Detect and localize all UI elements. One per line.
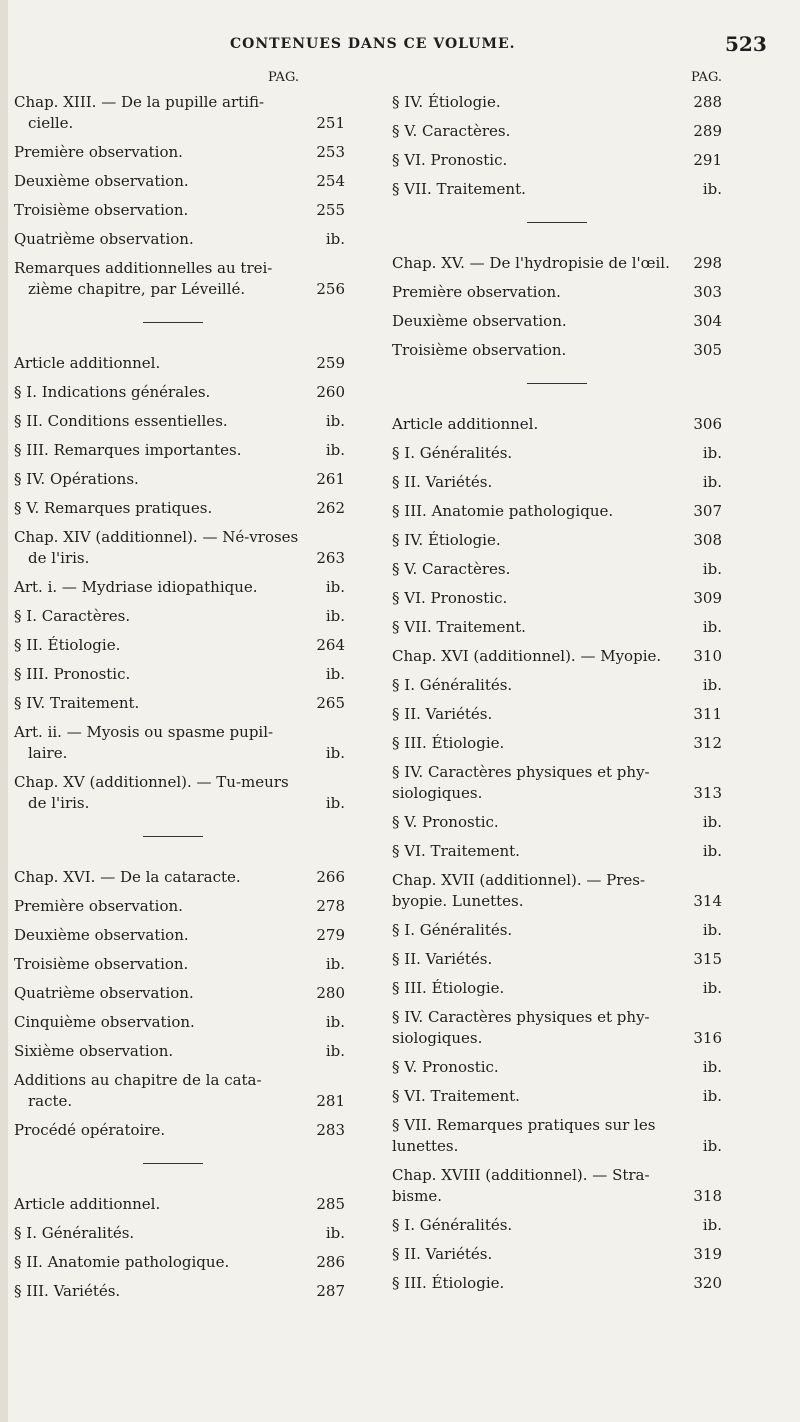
toc-entry-label: § V. Caractères. bbox=[392, 560, 511, 578]
toc-entry-label: Quatrième observation. bbox=[14, 984, 194, 1002]
toc-entry-label: § VI. Traitement. bbox=[392, 842, 520, 860]
toc-entry-page: ib. bbox=[702, 676, 722, 694]
toc-entry-page: 288 bbox=[693, 93, 722, 111]
toc-entry-label: § VI. Pronostic. bbox=[392, 589, 508, 607]
toc-entry-label: § V. Remarques pratiques. bbox=[14, 499, 213, 517]
right-groups bbox=[392, 92, 722, 1294]
toc-entry-label: § VI. Pronostic. bbox=[392, 151, 508, 169]
toc-entry-label: Additions au chapitre de la cata-racte. bbox=[14, 1071, 262, 1110]
toc-entry-page: 283 bbox=[316, 1121, 345, 1139]
running-head: CONTENUES DANS CE VOLUME. bbox=[230, 36, 516, 52]
toc-entry-page: ib. bbox=[702, 1137, 722, 1155]
toc-entry bbox=[392, 1165, 722, 1207]
toc-entry bbox=[0, 867, 345, 888]
toc-entry-page: 266 bbox=[316, 868, 345, 886]
toc-entry-page: 312 bbox=[693, 734, 722, 752]
toc-entry bbox=[0, 1281, 345, 1302]
toc-entry bbox=[0, 229, 345, 250]
toc-entry bbox=[392, 920, 722, 941]
toc-entry-page: 307 bbox=[693, 502, 722, 520]
toc-entry bbox=[0, 606, 345, 627]
toc-entry bbox=[0, 200, 345, 221]
toc-entry-label: Troisième observation. bbox=[392, 341, 567, 359]
toc-entry bbox=[0, 469, 345, 490]
toc-entry-label: § II. Étiologie. bbox=[14, 636, 121, 654]
toc-entry bbox=[0, 411, 345, 432]
toc-entry bbox=[392, 1057, 722, 1078]
toc-entry-page: ib. bbox=[325, 578, 345, 596]
toc-entry bbox=[0, 92, 345, 134]
toc-entry-page: 304 bbox=[693, 312, 722, 330]
toc-entry bbox=[392, 1244, 722, 1265]
toc-entry-page: 298 bbox=[693, 254, 722, 272]
toc-entry bbox=[392, 1115, 722, 1157]
toc-entry-label: Art. i. — Mydriase idiopathique. bbox=[14, 578, 258, 596]
toc-entry bbox=[0, 722, 345, 764]
toc-entry bbox=[392, 179, 722, 200]
toc-entry-page: 309 bbox=[693, 589, 722, 607]
toc-entry bbox=[392, 949, 722, 970]
toc-entry bbox=[0, 635, 345, 656]
toc-entry bbox=[0, 1194, 345, 1215]
toc-entry bbox=[0, 353, 345, 374]
toc-entry-page: 310 bbox=[693, 647, 722, 665]
toc-entry-page: 319 bbox=[693, 1245, 722, 1263]
toc-entry bbox=[392, 282, 722, 303]
toc-entry-label: Chap. XIII. — De la pupille artifi-cielle. bbox=[14, 93, 265, 132]
toc-entry-page: ib. bbox=[325, 665, 345, 683]
section-divider bbox=[143, 836, 203, 837]
toc-entry bbox=[392, 530, 722, 551]
toc-entry bbox=[392, 1215, 722, 1236]
toc-entry-label: § II. Variétés. bbox=[392, 473, 493, 491]
toc-entry-page: 291 bbox=[693, 151, 722, 169]
toc-entry bbox=[0, 527, 345, 569]
toc-entry bbox=[392, 1007, 722, 1049]
page-number: 523 bbox=[725, 32, 767, 56]
toc-entry-page: 255 bbox=[316, 201, 345, 219]
toc-entry-label: § I. Caractères. bbox=[14, 607, 131, 625]
toc-entry bbox=[392, 414, 722, 435]
toc-entry-page: ib. bbox=[325, 955, 345, 973]
toc-entry-page: ib. bbox=[702, 921, 722, 939]
toc-entry-label: § I. Généralités. bbox=[392, 444, 513, 462]
toc-entry-page: 253 bbox=[316, 143, 345, 161]
toc-entry-page: ib. bbox=[325, 441, 345, 459]
toc-entry bbox=[392, 617, 722, 638]
toc-entry-page: 256 bbox=[316, 280, 345, 298]
toc-entry-label: § III. Étiologie. bbox=[392, 1274, 505, 1292]
toc-entry-page: ib. bbox=[325, 230, 345, 248]
toc-entry-label: § III. Anatomie pathologique. bbox=[392, 502, 614, 520]
toc-entry-label: Article additionnel. bbox=[14, 1195, 161, 1213]
toc-entry-label: Art. ii. — Myosis ou spasme pupil-laire. bbox=[14, 723, 274, 762]
toc-entry-label: § III. Pronostic. bbox=[14, 665, 131, 683]
toc-entry bbox=[0, 382, 345, 403]
toc-entry bbox=[392, 733, 722, 754]
toc-entry-page: 313 bbox=[693, 784, 722, 802]
toc-entry-page: ib. bbox=[325, 1013, 345, 1031]
pag-label: PAG. bbox=[268, 70, 299, 85]
toc-entry-label: § III. Étiologie. bbox=[392, 979, 505, 997]
toc-entry bbox=[0, 925, 345, 946]
toc-entry-page: 306 bbox=[693, 415, 722, 433]
toc-entry-label: § III. Variétés. bbox=[14, 1282, 121, 1300]
toc-entry-label: § VII. Traitement. bbox=[392, 618, 526, 636]
toc-entry-page: 318 bbox=[693, 1187, 722, 1205]
toc-entry-page: ib. bbox=[325, 607, 345, 625]
toc-entry bbox=[0, 1012, 345, 1033]
toc-entry bbox=[0, 983, 345, 1004]
toc-entry-page: 311 bbox=[693, 705, 722, 723]
toc-entry-label: Première observation. bbox=[14, 897, 183, 915]
toc-entry-label: Cinquième observation. bbox=[14, 1013, 195, 1031]
toc-entry-label: § III. Étiologie. bbox=[392, 734, 505, 752]
toc-entry bbox=[392, 253, 722, 274]
right-column bbox=[392, 70, 722, 1302]
toc-entry bbox=[392, 978, 722, 999]
toc-entry bbox=[0, 896, 345, 917]
toc-entry-page: 279 bbox=[316, 926, 345, 944]
toc-entry-label: Article additionnel. bbox=[14, 354, 161, 372]
toc-entry-label: § I. Généralités. bbox=[392, 676, 513, 694]
toc-entry-label: § IV. Opérations. bbox=[14, 470, 139, 488]
toc-entry-page: ib. bbox=[702, 1216, 722, 1234]
toc-entry-page: 278 bbox=[316, 897, 345, 915]
toc-entry bbox=[392, 762, 722, 804]
section-divider bbox=[527, 222, 587, 223]
section-divider bbox=[143, 322, 203, 323]
toc-entry-page: 262 bbox=[316, 499, 345, 517]
toc-entry-label: § I. Généralités. bbox=[14, 1224, 135, 1242]
toc-entry bbox=[392, 588, 722, 609]
toc-entry-label: Chap. XIV (additionnel). — Né-vroses de l'iris. bbox=[14, 528, 299, 567]
toc-entry-label: § V. Caractères. bbox=[392, 122, 511, 140]
toc-entry-page: 320 bbox=[693, 1274, 722, 1292]
toc-entry-label: Troisième observation. bbox=[14, 201, 189, 219]
toc-entry-page: ib. bbox=[325, 1042, 345, 1060]
toc-entry-label: Troisième observation. bbox=[14, 955, 189, 973]
toc-entry bbox=[0, 440, 345, 461]
toc-entry-page: ib. bbox=[325, 1224, 345, 1242]
toc-entry-page: 286 bbox=[316, 1253, 345, 1271]
toc-entry-page: ib. bbox=[702, 180, 722, 198]
toc-entry bbox=[392, 443, 722, 464]
toc-entry-label: § VI. Traitement. bbox=[392, 1087, 520, 1105]
toc-entry-label: Chap. XV. — De l'hydropisie de l'œil. bbox=[392, 254, 670, 272]
toc-entry-page: 280 bbox=[316, 984, 345, 1002]
toc-entry-label: § I. Généralités. bbox=[392, 921, 513, 939]
toc-entry-label: § III. Remarques importantes. bbox=[14, 441, 242, 459]
toc-entry bbox=[0, 1070, 345, 1112]
toc-entry-label: § I. Indications générales. bbox=[14, 383, 211, 401]
toc-entry-page: 287 bbox=[316, 1282, 345, 1300]
toc-entry-label: § IV. Caractères physiques et phy-siologiques. bbox=[392, 1008, 650, 1047]
toc-entry bbox=[392, 559, 722, 580]
toc-entry bbox=[392, 646, 722, 667]
pag-label: PAG. bbox=[691, 70, 722, 85]
toc-entry-label: Chap. XVI. — De la cataracte. bbox=[14, 868, 241, 886]
toc-entry-label: Première observation. bbox=[14, 143, 183, 161]
toc-entry-label: Procédé opératoire. bbox=[14, 1121, 166, 1139]
toc-entry-page: ib. bbox=[325, 744, 345, 762]
toc-entry bbox=[392, 150, 722, 171]
toc-entry bbox=[392, 870, 722, 912]
toc-entry-label: § VII. Traitement. bbox=[392, 180, 526, 198]
toc-entry bbox=[0, 171, 345, 192]
toc-entry-label: Remarques additionnelles au trei-zième chapitre, par Léveillé. bbox=[14, 259, 273, 298]
toc-entry-page: 261 bbox=[316, 470, 345, 488]
toc-entry-label: Quatrième observation. bbox=[14, 230, 194, 248]
section-divider bbox=[527, 383, 587, 384]
toc-entry-label: § II. Variétés. bbox=[392, 705, 493, 723]
toc-entry-label: § II. Variétés. bbox=[392, 950, 493, 968]
toc-entry-label: § I. Généralités. bbox=[392, 1216, 513, 1234]
toc-entry bbox=[392, 92, 722, 113]
toc-entry-page: ib. bbox=[702, 1058, 722, 1076]
toc-entry-page: 308 bbox=[693, 531, 722, 549]
toc-entry bbox=[392, 501, 722, 522]
toc-entry bbox=[0, 954, 345, 975]
toc-entry-label: Deuxième observation. bbox=[14, 926, 189, 944]
toc-entry-page: ib. bbox=[702, 618, 722, 636]
toc-entry-page: ib. bbox=[702, 842, 722, 860]
toc-entry-label: Chap. XVI (additionnel). — Myopie. bbox=[392, 647, 662, 665]
toc-entry-page: ib. bbox=[702, 560, 722, 578]
toc-entry bbox=[392, 121, 722, 142]
toc-entry-label: Sixième observation. bbox=[14, 1042, 174, 1060]
toc-entry bbox=[392, 1086, 722, 1107]
section-divider bbox=[143, 1163, 203, 1164]
toc-entry-label: § IV. Étiologie. bbox=[392, 93, 501, 111]
toc-entry-label: § II. Conditions essentielles. bbox=[14, 412, 228, 430]
toc-entry-page: 251 bbox=[316, 114, 345, 132]
toc-entry-label: § V. Pronostic. bbox=[392, 813, 499, 831]
toc-entry bbox=[0, 1223, 345, 1244]
toc-entry-page: ib. bbox=[702, 979, 722, 997]
toc-entry-page: 285 bbox=[316, 1195, 345, 1213]
toc-entry bbox=[392, 675, 722, 696]
toc-entry bbox=[392, 340, 722, 361]
toc-entry-label: § II. Variétés. bbox=[392, 1245, 493, 1263]
toc-entry-page: 289 bbox=[693, 122, 722, 140]
toc-entry-label: Première observation. bbox=[392, 283, 561, 301]
toc-entry-label: § IV. Étiologie. bbox=[392, 531, 501, 549]
toc-entry bbox=[392, 311, 722, 332]
toc-entry-page: 316 bbox=[693, 1029, 722, 1047]
toc-entry-page: 281 bbox=[316, 1092, 345, 1110]
toc-entry-page: 265 bbox=[316, 694, 345, 712]
toc-entry bbox=[0, 498, 345, 519]
toc-entry-page: ib. bbox=[702, 444, 722, 462]
toc-entry bbox=[392, 812, 722, 833]
toc-entry-page: ib. bbox=[325, 794, 345, 812]
toc-entry bbox=[0, 1041, 345, 1062]
toc-entry bbox=[0, 577, 345, 598]
toc-entry-label: § II. Anatomie pathologique. bbox=[14, 1253, 230, 1271]
toc-entry bbox=[0, 1120, 345, 1141]
toc-entry bbox=[0, 258, 345, 300]
left-groups bbox=[0, 92, 345, 1302]
toc-entry bbox=[0, 772, 345, 814]
toc-entry-label: Chap. XV (additionnel). — Tu-meurs de l'iris. bbox=[14, 773, 289, 812]
toc-entry-page: ib. bbox=[702, 1087, 722, 1105]
toc-entry-page: 254 bbox=[316, 172, 345, 190]
toc-entry bbox=[392, 841, 722, 862]
toc-entry-page: 314 bbox=[693, 892, 722, 910]
toc-entry-page: ib. bbox=[702, 473, 722, 491]
toc-entry bbox=[392, 1273, 722, 1294]
toc-entry-label: Deuxième observation. bbox=[14, 172, 189, 190]
toc-entry bbox=[392, 704, 722, 725]
toc-entry-page: 263 bbox=[316, 549, 345, 567]
toc-entry-label: Chap. XVII (additionnel). — Pres-byopie. Lunettes. bbox=[392, 871, 646, 910]
left-column bbox=[0, 70, 345, 1310]
toc-entry-page: 260 bbox=[316, 383, 345, 401]
toc-entry-page: 303 bbox=[693, 283, 722, 301]
toc-entry-label: Article additionnel. bbox=[392, 415, 539, 433]
toc-entry-page: 315 bbox=[693, 950, 722, 968]
toc-entry bbox=[0, 664, 345, 685]
toc-entry-label: Chap. XVIII (additionnel). — Stra-bisme. bbox=[392, 1166, 650, 1205]
toc-entry-label: § IV. Caractères physiques et phy-siologiques. bbox=[392, 763, 650, 802]
toc-entry bbox=[0, 693, 345, 714]
toc-entry-label: § IV. Traitement. bbox=[14, 694, 140, 712]
toc-entry-label: § VII. Remarques pratiques sur les lunettes. bbox=[392, 1116, 656, 1155]
toc-entry-label: Deuxième observation. bbox=[392, 312, 567, 330]
toc-entry-label: § V. Pronostic. bbox=[392, 1058, 499, 1076]
toc-entry-page: 305 bbox=[693, 341, 722, 359]
toc-entry bbox=[0, 142, 345, 163]
toc-entry-page: 259 bbox=[316, 354, 345, 372]
toc-entry bbox=[392, 472, 722, 493]
toc-entry-page: ib. bbox=[325, 412, 345, 430]
toc-entry-page: ib. bbox=[702, 813, 722, 831]
toc-entry bbox=[0, 1252, 345, 1273]
toc-entry-page: 264 bbox=[316, 636, 345, 654]
